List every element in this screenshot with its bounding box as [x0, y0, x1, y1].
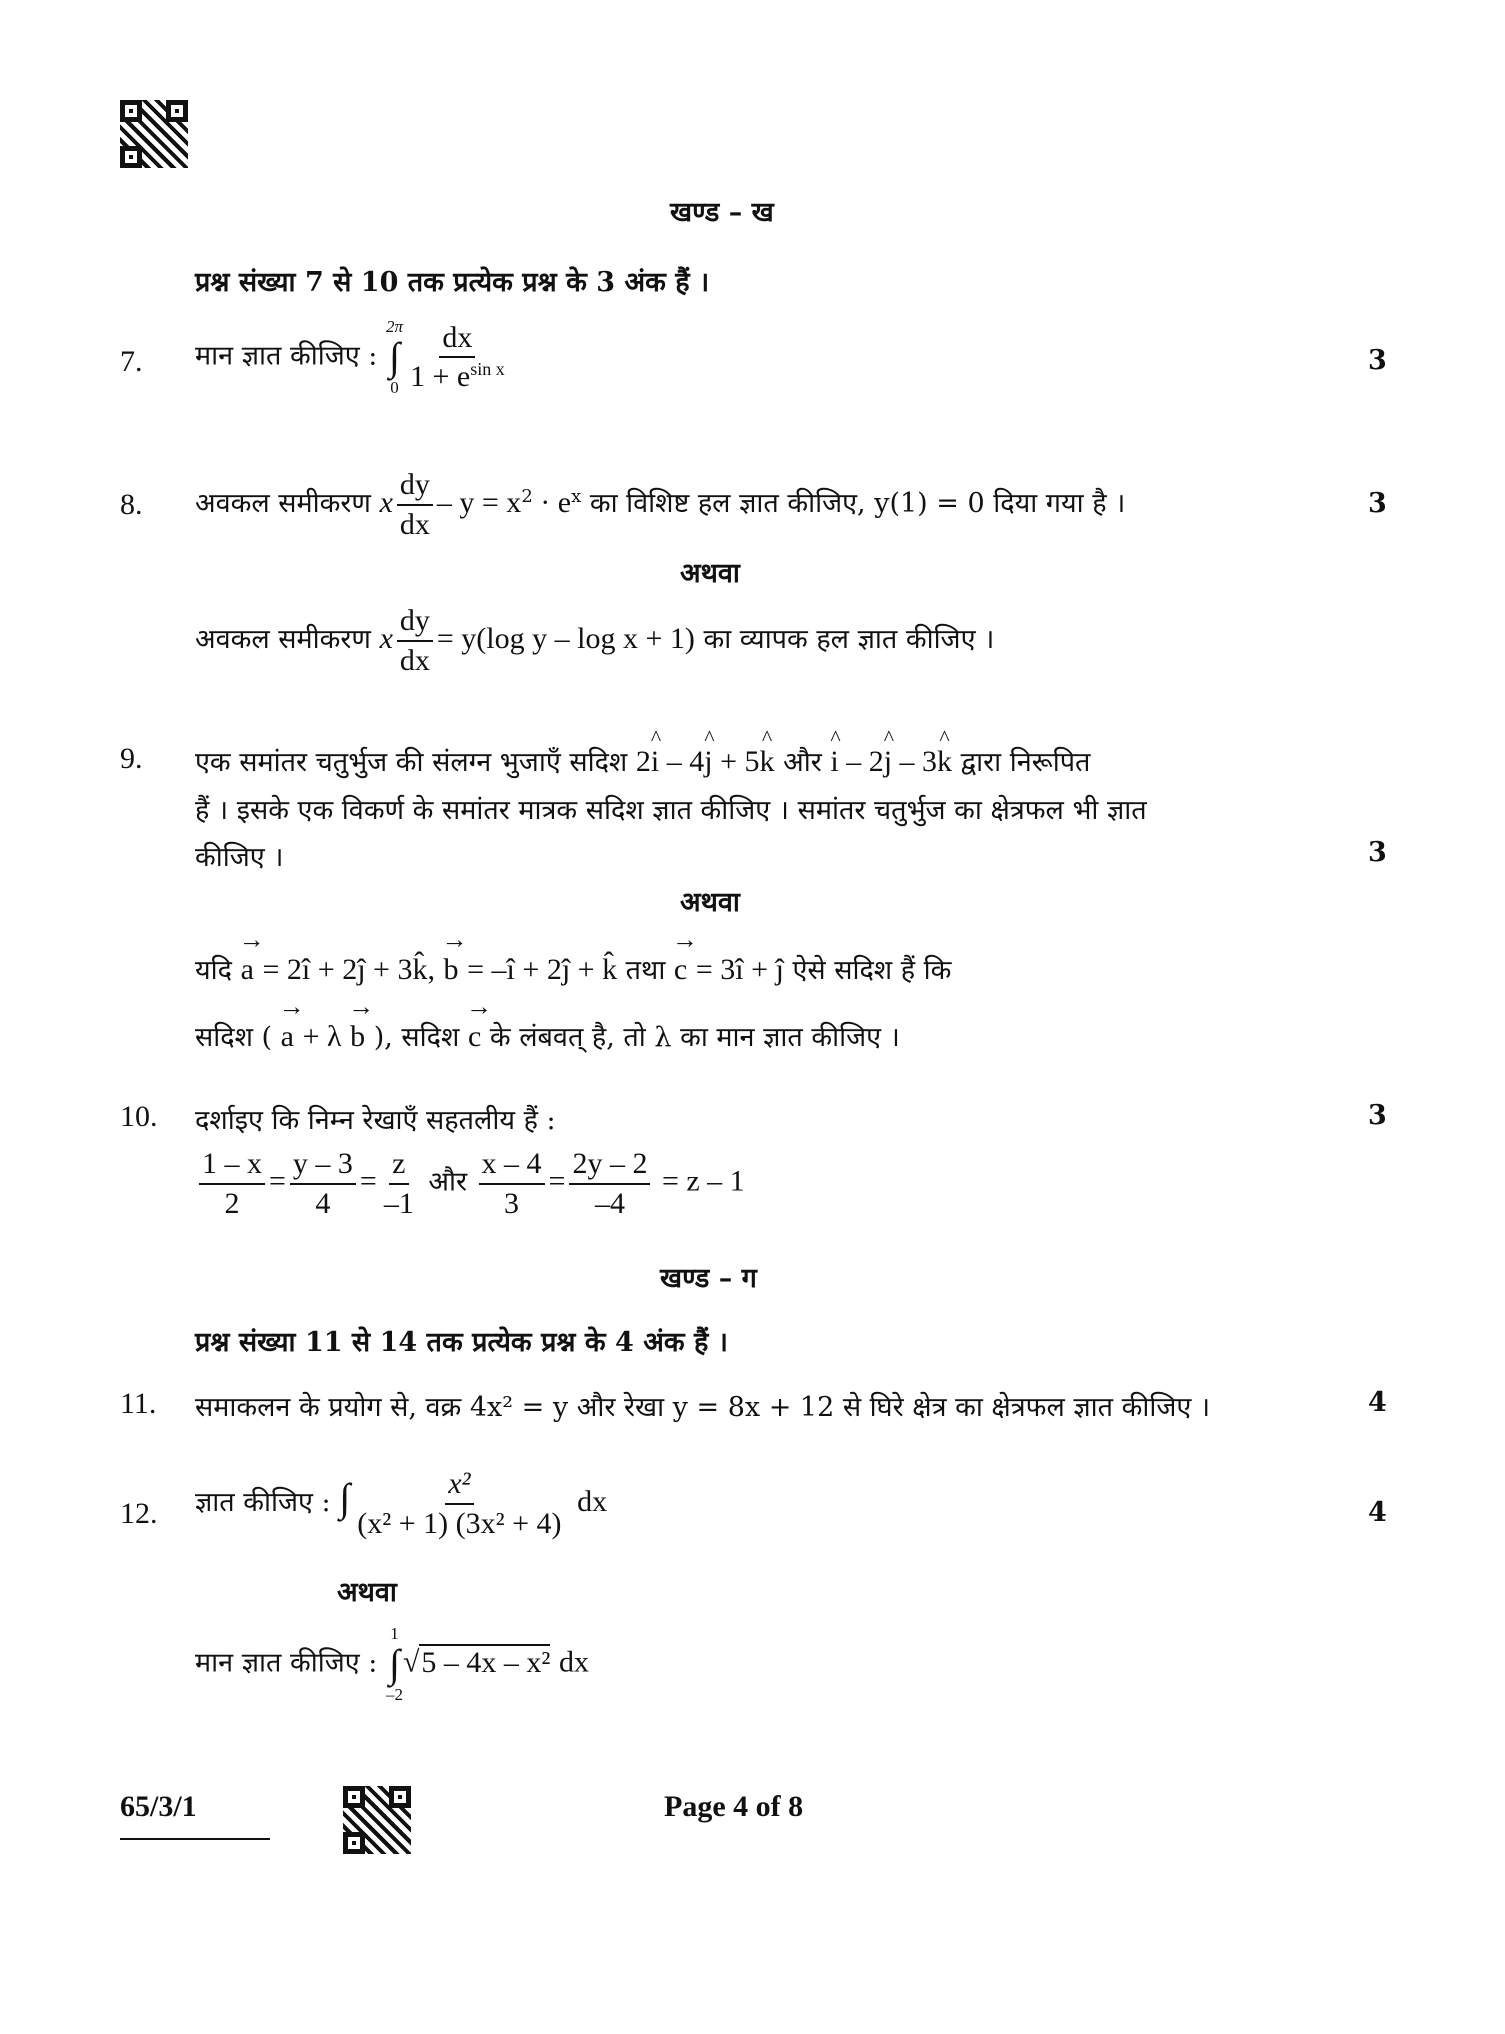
q12-alternative: मान ज्ञात कीजिए : 1 ∫ –2 √5 – 4x – x² dx [195, 1624, 590, 1704]
q9-or: अथवा [680, 887, 740, 918]
paper-code: 65/3/1 [120, 1790, 270, 1840]
q7-text: मान ज्ञात कीजिए : [195, 340, 378, 372]
q11-text: समाकलन के प्रयोग से, वक्र 4x² = y और रेखा y = 8x + 12 से घिरे क्षेत्र का क्षेत्रफल ज्ञात कीजिए । [195, 1392, 1211, 1423]
q12-marks: 4 [1368, 1497, 1387, 1528]
q10-number: 10. [120, 1100, 158, 1133]
q8-alternative: अवकल समीकरण x $\frac{dy}{dx}$ = y(log y – log x + 1) का व्यापक हल ज्ञात कीजिए । [195, 604, 995, 677]
q11-marks: 4 [1368, 1387, 1387, 1418]
section-c-intro: प्रश्न संख्या 11 से 14 तक प्रत्येक प्रश्न के 4 अंक हैं । [195, 1327, 728, 1358]
q12-or: अथवा [337, 1577, 397, 1608]
q9-number: 9. [120, 742, 143, 775]
q8-number: 8. [120, 488, 143, 521]
q11-number: 11. [120, 1387, 157, 1420]
q7-body: मान ज्ञात कीजिए : 2π ∫ 0 $\frac{dx}{1 + e^{sin x}}$ [195, 317, 505, 397]
page-number: Page 4 of 8 [664, 1790, 804, 1823]
section-b-heading: खण्ड – ख [670, 197, 774, 228]
q12-body: ज्ञात कीजिए : ∫ $\frac{\text{x²}}{\text{(x² + 1) (3x² + 4)}}$ dx [195, 1467, 608, 1540]
qr-code-icon [120, 100, 188, 168]
footer-qr-code-icon [343, 1786, 411, 1854]
q10-equations: $\frac{1 - x}{2}$ = $\frac{y - 3}{4}$ = $\frac{z}{-1}$ और $\frac{x - 4}{3}$ = $\frac{2y - 2}{-4}$ = z – 1 [195, 1145, 745, 1222]
q8-or: अथवा [680, 558, 740, 589]
q9-line2: हैं । इसके एक विकर्ण के समांतर मात्रक सदिश ज्ञात कीजिए । समांतर चतुर्भुज का क्षेत्रफल भी ज्ञात [195, 795, 1147, 826]
q9-alt-line1: यदि → a = 2î + 2ĵ + 3k̂, → b = –î + 2ĵ + k̂ तथा → c = 3î + ĵ ऐसे सदिश हैं कि [195, 950, 951, 987]
q12-number: 12. [120, 1497, 158, 1530]
q10-text: दर्शाइए कि निम्न रेखाएँ सहतलीय हैं : [195, 1105, 556, 1136]
q9-line3: कीजिए । [195, 842, 284, 873]
q8-marks: 3 [1368, 488, 1387, 519]
section-c-heading: खण्ड – ग [660, 1263, 757, 1294]
q9-line1: एक समांतर चतुर्भुज की संलग्न भुजाएँ सदिश 2^ i – 4^ j + 5^ k और ^ i – 2^ j – 3^ k द्वारा निरूपित [195, 742, 1090, 779]
q10-marks: 3 [1368, 1100, 1387, 1131]
q7-number: 7. [120, 345, 143, 378]
q9-marks: 3 [1368, 837, 1387, 868]
section-b-intro: प्रश्न संख्या 7 से 10 तक प्रत्येक प्रश्न के 3 अंक हैं । [195, 267, 710, 298]
q8-body: अवकल समीकरण x $\frac{dy}{dx}$ – $y = x^2 \cdot e^x$ का विशिष्ट हल ज्ञात कीजिए, y(1) = 0 दिया गया है । [195, 468, 1126, 541]
q7-marks: 3 [1368, 345, 1387, 376]
q9-alt-line2: सदिश ( → a + λ → b ), सदिश → c के लंबवत् है, तो λ का मान ज्ञात कीजिए । [195, 1017, 900, 1054]
